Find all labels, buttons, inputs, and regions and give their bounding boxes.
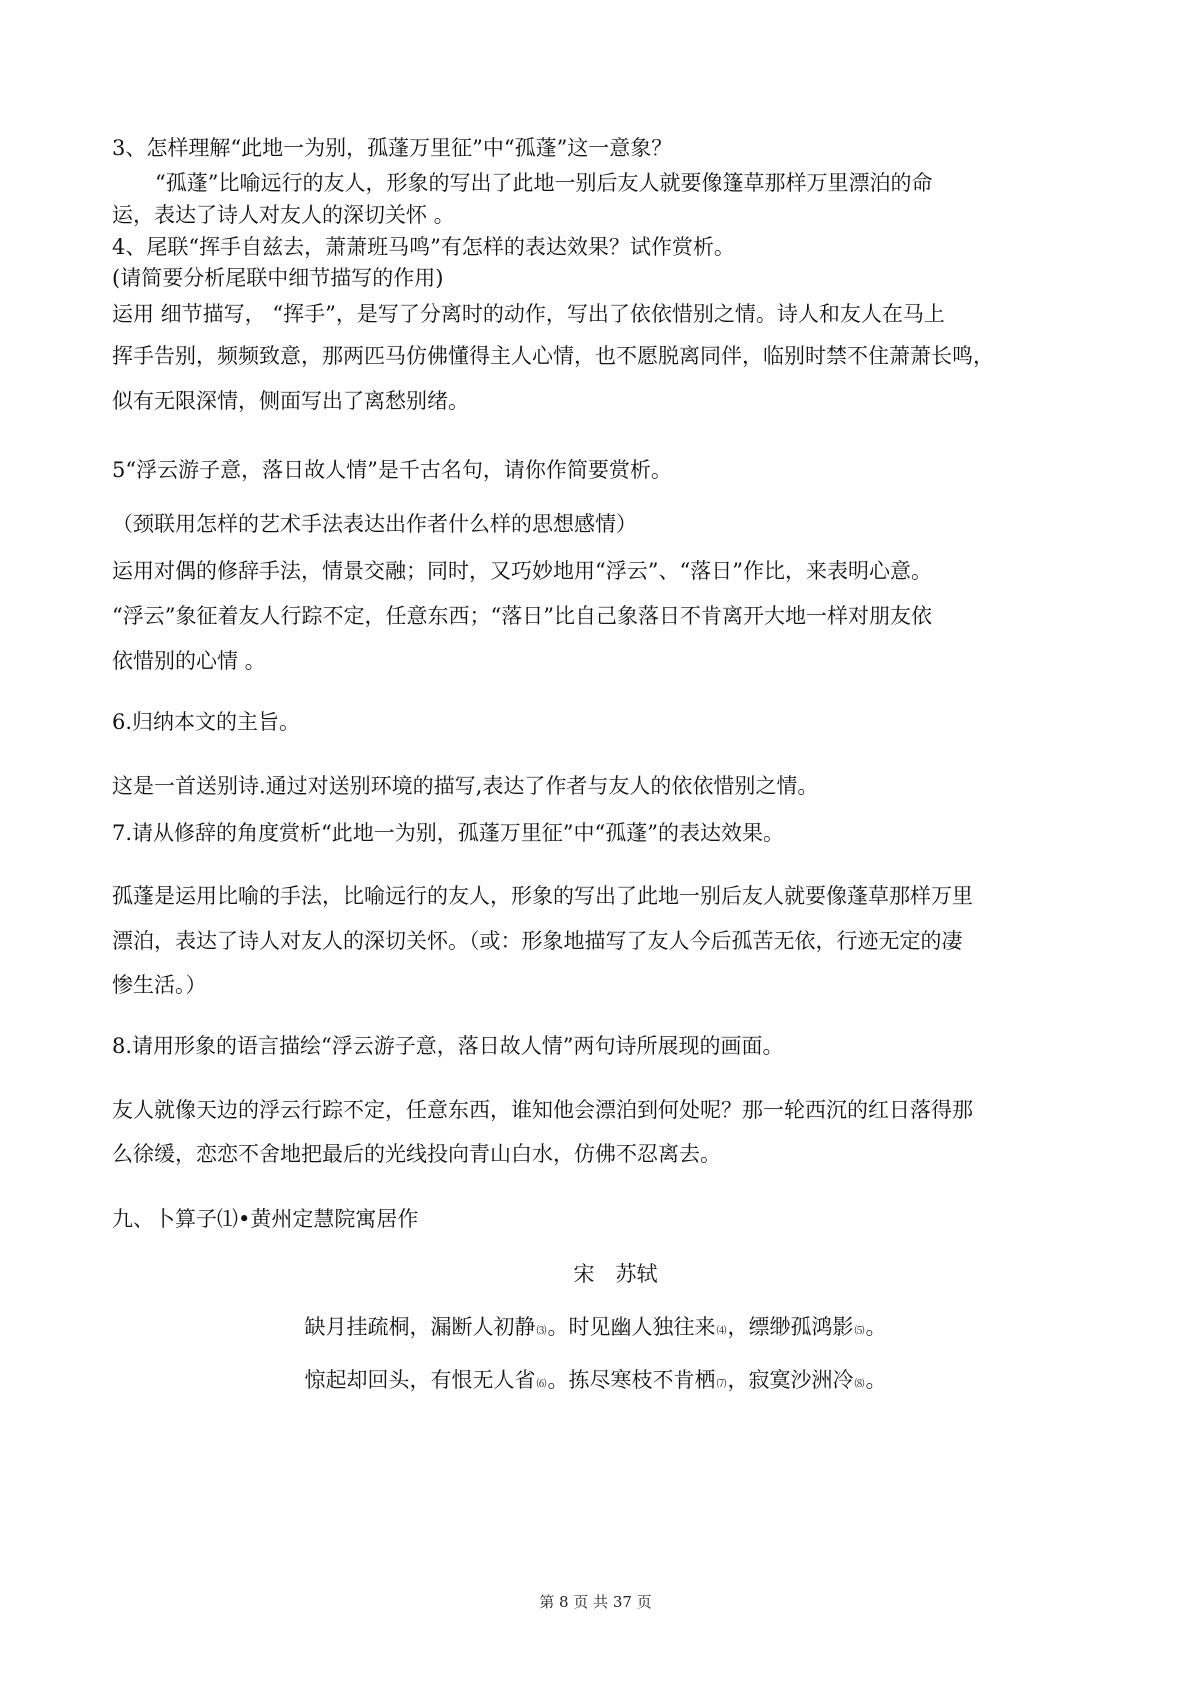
poem-line-1-part-b: 。时见幽人独往来: [547, 1315, 716, 1339]
footnote-marker-6: ⑹: [536, 1379, 547, 1390]
poem-line-2-part-d: 。: [865, 1368, 887, 1392]
q5-question: 5“浮云游子意，落日故人情”是千古名句，请你作简要赏析。: [112, 458, 672, 482]
footnote-marker-3: ⑶: [536, 1326, 547, 1337]
q5-answer-line-1: 运用对偶的修辞手法，情景交融；同时，又巧妙地用“浮云”、“落日”作比，来表明心意。: [112, 559, 932, 583]
q7-question: 7.请从修辞的角度赏析“此地一为别，孤蓬万里征”中“孤蓬”的表达效果。: [112, 821, 784, 845]
poem-line-2-part-a: 惊起却回头，有恨无人省: [304, 1368, 536, 1392]
q5-answer-line-2: “浮云”象征着友人行踪不定，任意东西；“落日”比自己象落日不肯离开大地一样对朋友依: [112, 604, 932, 628]
poem-line-1-part-a: 缺月挂疏桐，漏断人初静: [304, 1315, 536, 1339]
footnote-marker-8: ⑻: [854, 1379, 865, 1390]
q4-question: 4、尾联“挥手自兹去，萧萧班马鸣”有怎样的表达效果？试作赏析。: [112, 235, 735, 259]
q4-hint: (请简要分析尾联中细节描写的作用): [112, 266, 444, 290]
q4-answer-line-2: 挥手告别，频频致意，那两匹马仿佛懂得主人心情，也不愿脱离同伴，临别时禁不住萧萧长鸣，: [112, 344, 994, 368]
q4-answer-line-3: 似有无限深情，侧面写出了离愁别绪。: [112, 389, 469, 413]
q6-question: 6.归纳本文的主旨。: [112, 710, 301, 734]
q8-answer-line-1: 友人就像天边的浮云行踪不定，任意东西，谁知他会漂泊到何处呢？那一轮西沉的红日落得那: [112, 1098, 973, 1122]
q3-answer-line-1: “孤蓬”比喻远行的友人，形象的写出了此地一别后友人就要像篷草那样万里漂泊的命: [155, 171, 933, 195]
footnote-marker-7: ⑺: [716, 1379, 727, 1390]
footnote-marker-4: ⑷: [716, 1326, 727, 1337]
q5-answer-line-3: 依惜别的心情 。: [112, 649, 266, 673]
poem-line-2: [0, 1370, 1191, 1391]
q8-answer-line-2: 么徐缓，恋恋不舍地把最后的光线投向青山白水，仿佛不忍离去。: [112, 1142, 721, 1166]
q6-answer-line-1: 这是一首送别诗.通过对送别环境的描写,表达了作者与友人的依依惜别之情。: [112, 774, 819, 798]
section-9-title: 九、卜算子⑴•黄州定慧院寓居作: [112, 1207, 419, 1231]
q4-answer-line-1: 运用 细节描写， “挥手”，是写了分离时的动作，写出了依依惜别之情。诗人和友人在马上: [112, 302, 945, 326]
poem-line-2-part-b: 。拣尽寒枝不肯栖: [547, 1368, 716, 1392]
poem-line-1-part-c: ，缥缈孤鸿影: [727, 1315, 854, 1339]
q7-answer-line-1: 孤蓬是运用比喻的手法，比喻远行的友人，形象的写出了此地一别后友人就要像蓬草那样万里: [112, 884, 973, 908]
poem-line-1: [0, 1317, 1191, 1338]
poem-line-2-part-c: ，寂寞沙洲冷: [727, 1368, 854, 1392]
footnote-marker-5: ⑸: [854, 1326, 865, 1337]
q3-question: 3、怎样理解“此地一为别，孤蓬万里征”中“孤蓬”这一意象？: [112, 136, 673, 160]
q8-question: 8.请用形象的语言描绘“浮云游子意，落日故人情”两句诗所展现的画面。: [112, 1034, 784, 1058]
poem-author: 宋 苏轼: [573, 1262, 658, 1286]
q5-hint: （颈联用怎样的艺术手法表达出作者什么样的思想感情）: [112, 512, 637, 536]
q7-answer-line-2: 漂泊，表达了诗人对友人的深切关怀。（或：形象地描写了友人今后孤苦无依，行迹无定的凄: [112, 929, 963, 953]
poem-line-1-part-d: 。: [865, 1315, 887, 1339]
q3-answer-line-2: 运，表达了诗人对友人的深切关怀 。: [112, 203, 455, 227]
page-footer: 第 8 页 共 37 页: [539, 1593, 652, 1611]
q7-answer-line-3: 惨生活。）: [112, 973, 207, 997]
